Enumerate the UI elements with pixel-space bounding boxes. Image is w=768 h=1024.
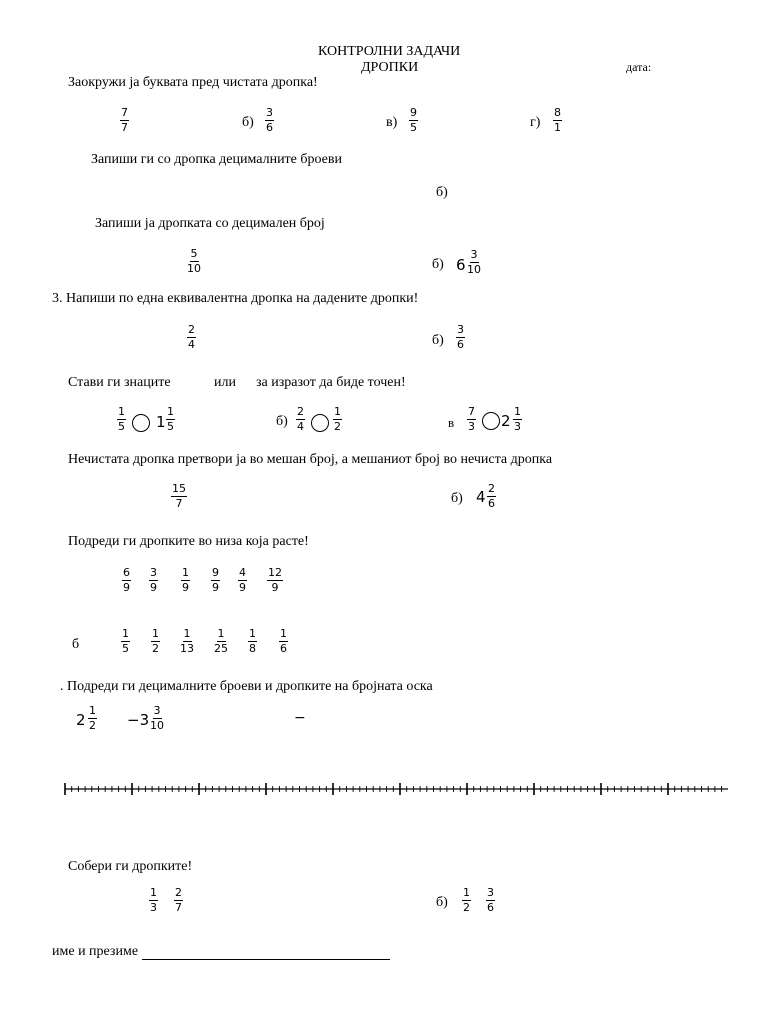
task2b-fraction-a: $\frac{5}{10}$ <box>187 247 201 275</box>
task4-c-right-whole: 2 <box>501 412 511 430</box>
task2-label-b: б) <box>436 185 448 200</box>
task7-item2-fraction: $\frac{3}{10}$ <box>150 704 164 732</box>
date-label: дата: <box>626 60 652 74</box>
task7-item1-fraction: $\frac{1}{2}$ <box>89 704 96 732</box>
task4-prompt-part2: или <box>214 375 236 390</box>
task1-fraction-d: $\frac{8}{1}$ <box>554 106 561 134</box>
task4-a-right-whole: 1 <box>156 413 166 431</box>
task4-b-compare-circle[interactable] <box>311 414 329 432</box>
task5-label-b: б) <box>451 491 463 506</box>
task8-a-fraction-2: $\frac{2}{7}$ <box>175 886 182 914</box>
task4-label-c: в <box>448 415 455 430</box>
task4-a-right-fraction: $\frac{1}{5}$ <box>167 405 174 433</box>
task7-item2-whole: −3 <box>127 711 150 729</box>
task6-row-a-fraction: $\frac{4}{9}$ <box>239 566 246 594</box>
task8-a-fraction-1: $\frac{1}{3}$ <box>150 886 157 914</box>
task4-a-left-fraction: $\frac{1}{5}$ <box>118 405 125 433</box>
task4-c-right-fraction: $\frac{1}{3}$ <box>514 405 521 433</box>
task5-mixed-whole: 4 <box>476 488 486 506</box>
task4-prompt-part1: Стави ги знаците <box>68 375 171 390</box>
task4-b-left-fraction: $\frac{2}{4}$ <box>297 405 304 433</box>
task4-c-left-fraction: $\frac{7}{3}$ <box>468 405 475 433</box>
task6-row-b-fraction: $\frac{1}{8}$ <box>249 627 256 655</box>
task6-row-b-fraction: $\frac{1}{6}$ <box>280 627 287 655</box>
task6-row-a-fraction: $\frac{6}{9}$ <box>123 566 130 594</box>
number-line[interactable] <box>60 778 732 802</box>
task6-row-a-fraction: $\frac{3}{9}$ <box>150 566 157 594</box>
task4-a-compare-circle[interactable] <box>132 414 150 432</box>
name-underline[interactable] <box>142 946 390 960</box>
task2b-label-b: б) <box>432 257 444 272</box>
task5-prompt: Нечистата дропка претвори ја во мешан број, а мешаниот број во нечиста дропка <box>68 452 553 467</box>
task7-item1-whole: 2 <box>76 711 86 729</box>
task2b-mixed-whole: 6 <box>456 256 466 274</box>
task4-b-right-fraction: $\frac{1}{2}$ <box>334 405 341 433</box>
task2-prompt: Запиши ги со дропка децималните броеви <box>91 152 343 167</box>
page-subtitle: ДРОПКИ <box>361 60 419 75</box>
task8-b-fraction-2: $\frac{3}{6}$ <box>487 886 494 914</box>
task6-row-a-fraction: $\frac{1}{9}$ <box>182 566 189 594</box>
task6-row-b-fraction: $\frac{1}{25}$ <box>214 627 228 655</box>
task6-row-b-fraction: $\frac{1}{13}$ <box>180 627 194 655</box>
task5-fraction-a: $\frac{15}{7}$ <box>172 482 186 510</box>
task8-label-b: б) <box>436 895 448 910</box>
task1-label-d: г) <box>530 115 541 130</box>
name-field[interactable] <box>52 944 390 960</box>
task7-item3: − <box>294 710 306 726</box>
task7-prompt: . Подреди ги децималните броеви и дропките на бројната оска <box>60 679 433 694</box>
page-title: КОНТРОЛНИ ЗАДАЧИ <box>318 44 461 59</box>
task1-label-c: в) <box>386 115 398 130</box>
task4-c-compare-circle[interactable] <box>482 412 500 430</box>
task2b-fraction-b: $\frac{3}{10}$ <box>467 248 481 276</box>
task6-label-b: б <box>72 637 80 652</box>
task5-fraction-b: $\frac{2}{6}$ <box>488 482 495 510</box>
task2b-prompt: Запиши ја дропката со децимален број <box>95 216 325 231</box>
task6-row-b-fraction: $\frac{1}{5}$ <box>122 627 129 655</box>
task8-prompt: Собери ги дропките! <box>68 859 193 874</box>
name-label: име и презиме <box>52 944 139 959</box>
task1-fraction-c: $\frac{9}{5}$ <box>410 106 417 134</box>
task3-fraction-a: $\frac{2}{4}$ <box>188 323 195 351</box>
task4-prompt-part3: за изразот да биде точен! <box>256 375 406 390</box>
task1-label-b: б) <box>242 115 254 130</box>
task8-b-fraction-1: $\frac{1}{2}$ <box>463 886 470 914</box>
task6-row-b-fraction: $\frac{1}{2}$ <box>152 627 159 655</box>
task3-fraction-b: $\frac{3}{6}$ <box>457 323 464 351</box>
task6-prompt: Подреди ги дропките во низа која расте! <box>68 534 309 549</box>
task4-label-b: б) <box>276 414 288 429</box>
task6-row-a-fraction: $\frac{12}{9}$ <box>268 566 282 594</box>
task1-fraction-b: $\frac{3}{6}$ <box>266 106 273 134</box>
task3-label-b: б) <box>432 333 444 348</box>
task6-row-a-fraction: $\frac{9}{9}$ <box>212 566 219 594</box>
task1-fraction-a: $\frac{7}{7}$ <box>121 106 128 134</box>
task3-prompt: 3. Напиши по една еквивалентна дропка на дадените дропки! <box>52 291 419 306</box>
number-line-ticks <box>65 783 728 795</box>
task1-prompt: Заокружи ја буквата пред чистата дропка! <box>68 75 318 90</box>
